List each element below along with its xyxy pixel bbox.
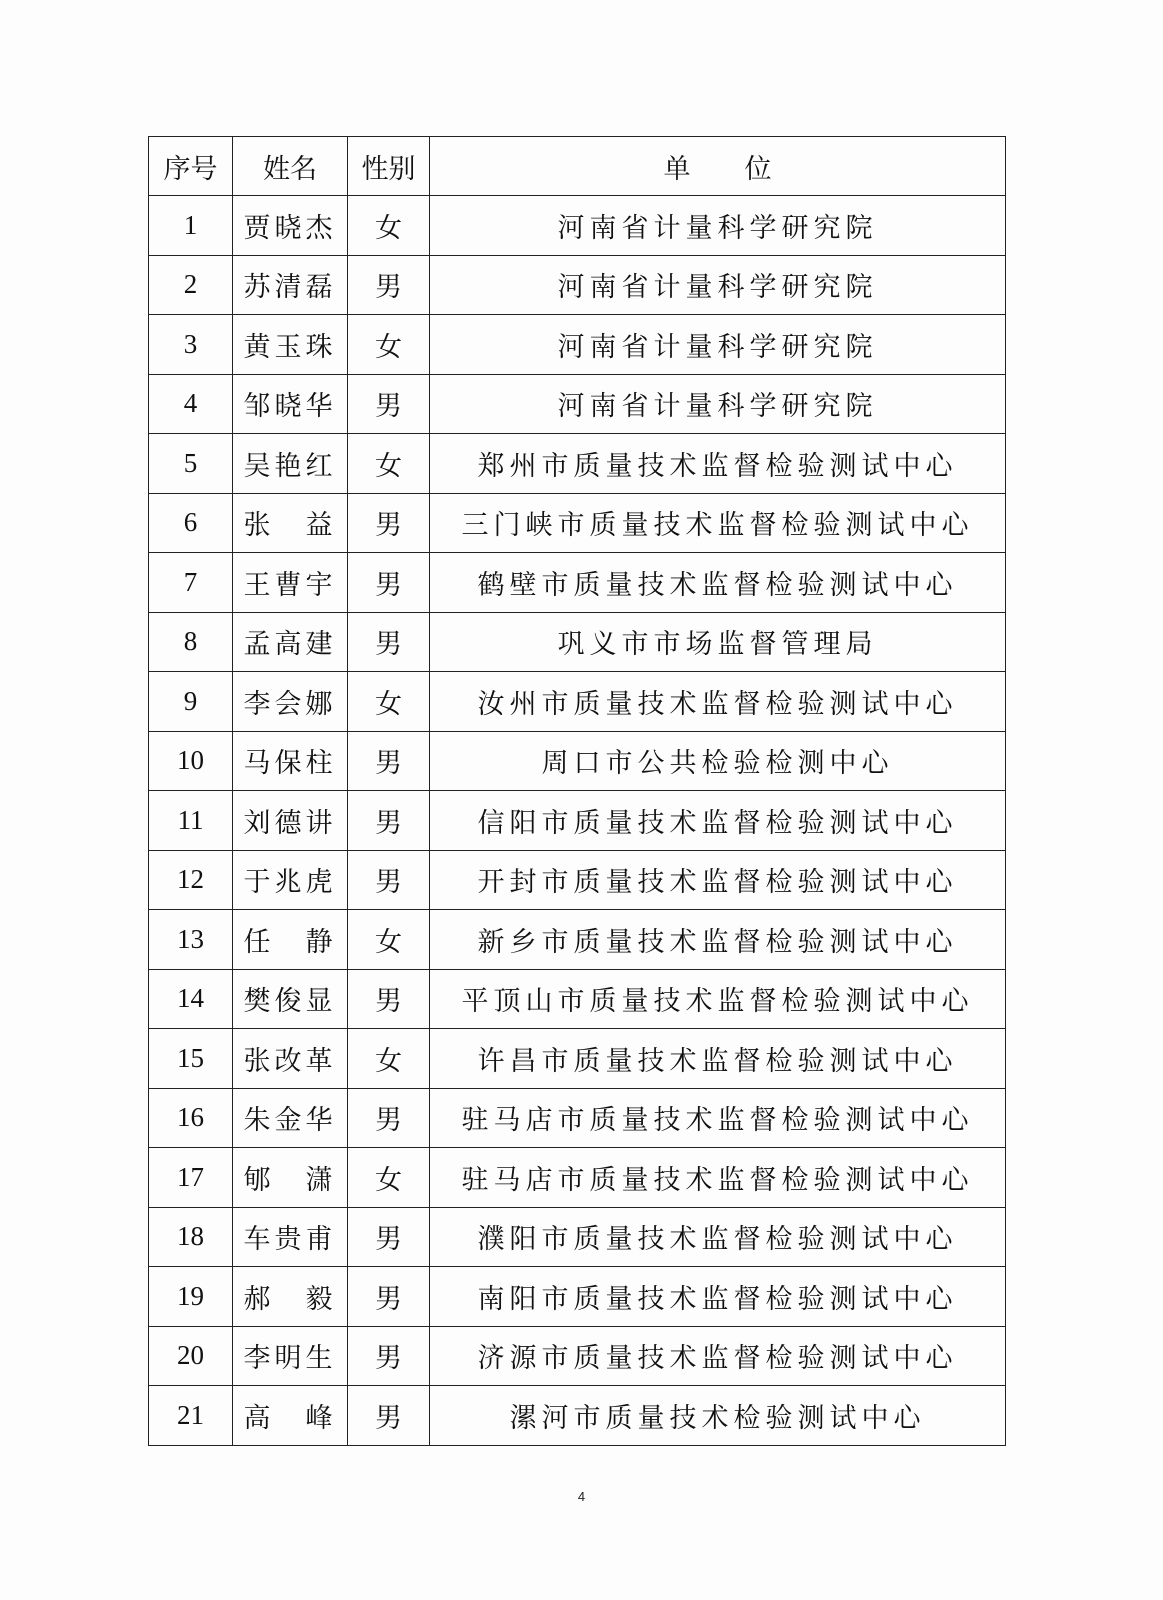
- table-row: [149, 1029, 1006, 1089]
- cell-unit: 河南省计量科学研究院: [430, 196, 1006, 256]
- cell-serial-number: 7: [149, 553, 233, 613]
- cell-unit: 河南省计量科学研究院: [430, 255, 1006, 315]
- table-row: [149, 315, 1006, 375]
- cell-unit: 驻马店市质量技术监督检验测试中心: [430, 1148, 1006, 1208]
- cell-serial-number: 21: [149, 1386, 233, 1446]
- cell-serial-number: 18: [149, 1207, 233, 1267]
- cell-unit: 平顶山市质量技术监督检验测试中心: [430, 969, 1006, 1029]
- cell-name: 马保柱: [233, 731, 348, 791]
- cell-serial-number: 10: [149, 731, 233, 791]
- cell-gender: 女: [348, 672, 430, 732]
- cell-name: 高 峰: [233, 1386, 348, 1446]
- cell-unit: 漯河市质量技术检验测试中心: [430, 1386, 1006, 1446]
- cell-unit: 三门峡市质量技术监督检验测试中心: [430, 493, 1006, 553]
- cell-gender: 女: [348, 434, 430, 494]
- cell-gender: 女: [348, 910, 430, 970]
- cell-unit: 南阳市质量技术监督检验测试中心: [430, 1267, 1006, 1327]
- cell-name: 李会娜: [233, 672, 348, 732]
- cell-gender: 男: [348, 1326, 430, 1386]
- table-row: [149, 969, 1006, 1029]
- cell-name: 刘德讲: [233, 791, 348, 851]
- table-row: [149, 434, 1006, 494]
- cell-name: 张 益: [233, 493, 348, 553]
- table-row: [149, 1207, 1006, 1267]
- cell-serial-number: 2: [149, 255, 233, 315]
- table-row: [149, 672, 1006, 732]
- cell-gender: 女: [348, 1148, 430, 1208]
- cell-unit: 信阳市质量技术监督检验测试中心: [430, 791, 1006, 851]
- cell-unit: 汝州市质量技术监督检验测试中心: [430, 672, 1006, 732]
- cell-gender: 男: [348, 374, 430, 434]
- table-row: [149, 1088, 1006, 1148]
- table-row: [149, 255, 1006, 315]
- cell-unit: 鹤壁市质量技术监督检验测试中心: [430, 553, 1006, 613]
- cell-unit: 驻马店市质量技术监督检验测试中心: [430, 1088, 1006, 1148]
- cell-name: 邹晓华: [233, 374, 348, 434]
- cell-unit: 周口市公共检验检测中心: [430, 731, 1006, 791]
- table-row: [149, 374, 1006, 434]
- cell-unit: 济源市质量技术监督检验测试中心: [430, 1326, 1006, 1386]
- cell-serial-number: 5: [149, 434, 233, 494]
- cell-serial-number: 3: [149, 315, 233, 375]
- table-row: [149, 850, 1006, 910]
- cell-name: 樊俊显: [233, 969, 348, 1029]
- table-row: [149, 1326, 1006, 1386]
- cell-name: 孟高建: [233, 612, 348, 672]
- cell-name: 王曹宇: [233, 553, 348, 613]
- cell-name: 吴艳红: [233, 434, 348, 494]
- table-row: [149, 1386, 1006, 1446]
- table-row: [149, 731, 1006, 791]
- table-body: [149, 196, 1006, 1446]
- cell-gender: 男: [348, 731, 430, 791]
- cell-gender: 男: [348, 255, 430, 315]
- cell-name: 黄玉珠: [233, 315, 348, 375]
- cell-gender: 男: [348, 1207, 430, 1267]
- cell-serial-number: 9: [149, 672, 233, 732]
- header-name: 姓名: [233, 137, 348, 196]
- cell-gender: 男: [348, 1267, 430, 1327]
- cell-name: 贾晓杰: [233, 196, 348, 256]
- cell-serial-number: 6: [149, 493, 233, 553]
- cell-name: 于兆虎: [233, 850, 348, 910]
- cell-gender: 男: [348, 493, 430, 553]
- cell-unit: 河南省计量科学研究院: [430, 374, 1006, 434]
- table-row: [149, 791, 1006, 851]
- cell-name: 苏清磊: [233, 255, 348, 315]
- cell-serial-number: 1: [149, 196, 233, 256]
- table-row: [149, 553, 1006, 613]
- cell-name: 张改革: [233, 1029, 348, 1089]
- cell-unit: 新乡市质量技术监督检验测试中心: [430, 910, 1006, 970]
- table-row: [149, 612, 1006, 672]
- cell-name: 朱金华: [233, 1088, 348, 1148]
- cell-gender: 女: [348, 315, 430, 375]
- header-unit: 单 位: [430, 137, 1006, 196]
- table-row: [149, 196, 1006, 256]
- cell-serial-number: 13: [149, 910, 233, 970]
- cell-serial-number: 12: [149, 850, 233, 910]
- cell-serial-number: 20: [149, 1326, 233, 1386]
- cell-unit: 巩义市市场监督管理局: [430, 612, 1006, 672]
- cell-serial-number: 8: [149, 612, 233, 672]
- cell-serial-number: 17: [149, 1148, 233, 1208]
- cell-gender: 男: [348, 612, 430, 672]
- cell-gender: 男: [348, 969, 430, 1029]
- header-serial-number: 序号: [149, 137, 233, 196]
- cell-name: 李明生: [233, 1326, 348, 1386]
- cell-unit: 濮阳市质量技术监督检验测试中心: [430, 1207, 1006, 1267]
- table-row: [149, 910, 1006, 970]
- personnel-table: [148, 136, 1006, 1446]
- cell-gender: 男: [348, 791, 430, 851]
- cell-serial-number: 15: [149, 1029, 233, 1089]
- table-row: [149, 493, 1006, 553]
- table-row: [149, 1148, 1006, 1208]
- header-gender: 性别: [348, 137, 430, 196]
- cell-unit: 河南省计量科学研究院: [430, 315, 1006, 375]
- cell-gender: 男: [348, 553, 430, 613]
- cell-gender: 男: [348, 850, 430, 910]
- page-number: 4: [577, 1489, 586, 1504]
- cell-gender: 女: [348, 196, 430, 256]
- cell-serial-number: 4: [149, 374, 233, 434]
- cell-gender: 男: [348, 1088, 430, 1148]
- cell-serial-number: 16: [149, 1088, 233, 1148]
- cell-serial-number: 11: [149, 791, 233, 851]
- cell-serial-number: 19: [149, 1267, 233, 1327]
- table-header-row: [149, 137, 1006, 196]
- cell-unit: 开封市质量技术监督检验测试中心: [430, 850, 1006, 910]
- cell-name: 郝 毅: [233, 1267, 348, 1327]
- cell-name: 郇 潇: [233, 1148, 348, 1208]
- table-row: [149, 1267, 1006, 1327]
- cell-name: 任 静: [233, 910, 348, 970]
- cell-serial-number: 14: [149, 969, 233, 1029]
- cell-unit: 郑州市质量技术监督检验测试中心: [430, 434, 1006, 494]
- cell-gender: 女: [348, 1029, 430, 1089]
- cell-gender: 男: [348, 1386, 430, 1446]
- cell-unit: 许昌市质量技术监督检验测试中心: [430, 1029, 1006, 1089]
- cell-name: 车贵甫: [233, 1207, 348, 1267]
